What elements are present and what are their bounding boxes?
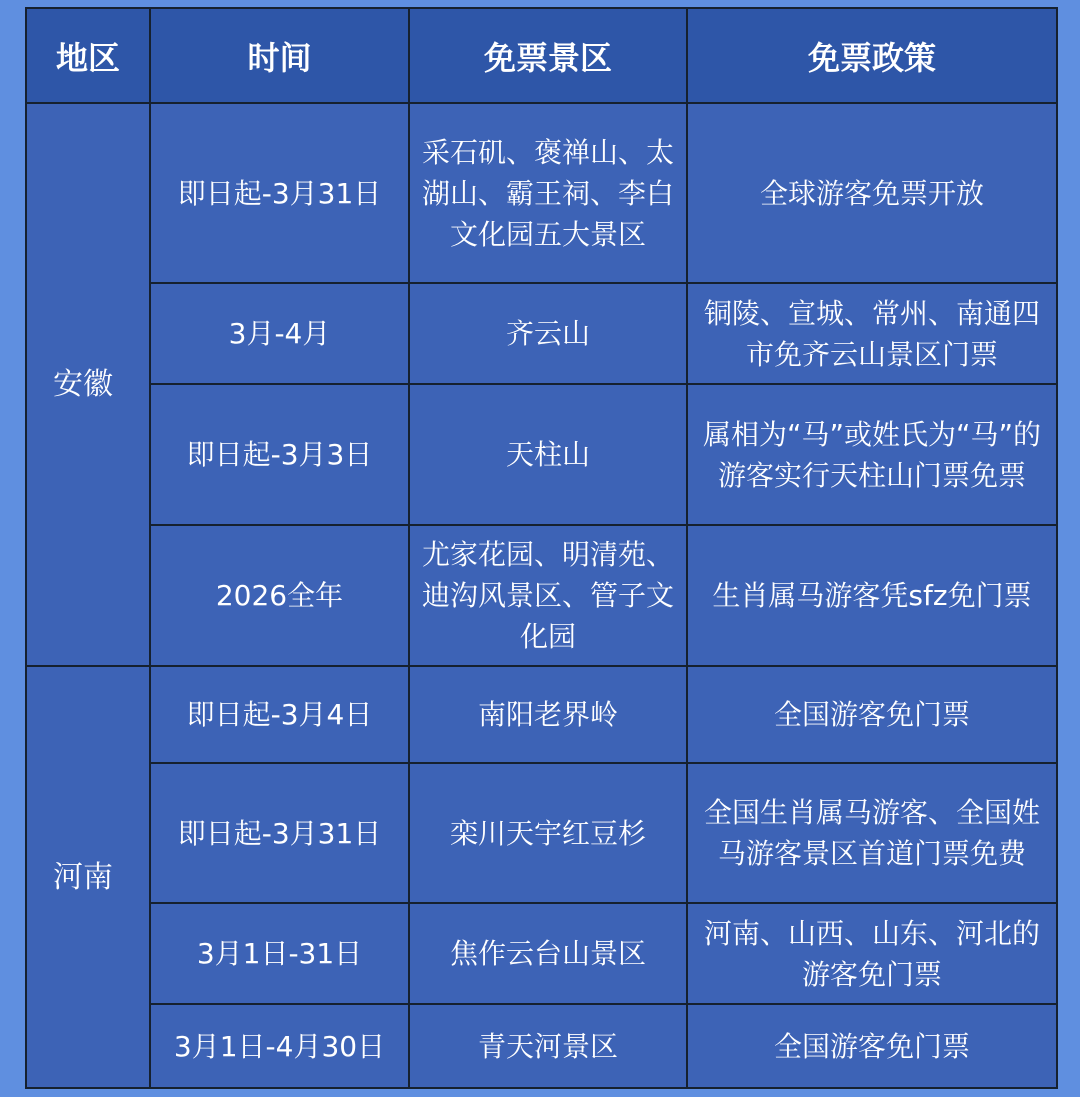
scenic-cell: 尤家花园、明清苑、迪沟风景区、管子文化园 <box>409 525 687 666</box>
scenic-cell: 采石矶、褒禅山、太湖山、霸王祠、李白文化园五大景区 <box>409 103 687 283</box>
region-cell-henan: 河南 <box>26 666 150 1088</box>
table-row <box>26 283 1057 384</box>
free-ticket-table <box>25 7 1058 1089</box>
time-cell: 即日起-3月3日 <box>150 384 409 525</box>
policy-cell: 生肖属马游客凭sfz免门票 <box>687 525 1057 666</box>
policy-cell: 全国游客免门票 <box>687 666 1057 763</box>
scenic-cell: 齐云山 <box>409 283 687 384</box>
header-scenic-area: 免票景区 <box>409 8 687 103</box>
time-cell: 3月1日-4月30日 <box>150 1004 409 1088</box>
policy-cell: 铜陵、宣城、常州、南通四市免齐云山景区门票 <box>687 283 1057 384</box>
time-cell: 2026全年 <box>150 525 409 666</box>
scenic-cell: 青天河景区 <box>409 1004 687 1088</box>
table-row <box>26 384 1057 525</box>
time-cell: 即日起-3月4日 <box>150 666 409 763</box>
scenic-cell: 栾川天宇红豆杉 <box>409 763 687 903</box>
table-row <box>26 1004 1057 1088</box>
table-header-row <box>26 8 1057 103</box>
header-policy: 免票政策 <box>687 8 1057 103</box>
policy-cell: 全国生肖属马游客、全国姓马游客景区首道门票免费 <box>687 763 1057 903</box>
policy-cell: 属相为“马”或姓氏为“马”的游客实行天柱山门票免票 <box>687 384 1057 525</box>
free-ticket-table-container <box>25 7 1056 1089</box>
time-cell: 3月-4月 <box>150 283 409 384</box>
scenic-cell: 天柱山 <box>409 384 687 525</box>
policy-cell: 全球游客免票开放 <box>687 103 1057 283</box>
time-cell: 3月1日-31日 <box>150 903 409 1004</box>
time-cell: 即日起-3月31日 <box>150 763 409 903</box>
header-region: 地区 <box>26 8 150 103</box>
table-row <box>26 763 1057 903</box>
policy-cell: 河南、山西、山东、河北的游客免门票 <box>687 903 1057 1004</box>
time-cell: 即日起-3月31日 <box>150 103 409 283</box>
table-row <box>26 525 1057 666</box>
policy-cell: 全国游客免门票 <box>687 1004 1057 1088</box>
region-cell-anhui: 安徽 <box>26 103 150 666</box>
header-time: 时间 <box>150 8 409 103</box>
table-row <box>26 666 1057 763</box>
table-row <box>26 103 1057 283</box>
table-row <box>26 903 1057 1004</box>
scenic-cell: 南阳老界岭 <box>409 666 687 763</box>
scenic-cell: 焦作云台山景区 <box>409 903 687 1004</box>
